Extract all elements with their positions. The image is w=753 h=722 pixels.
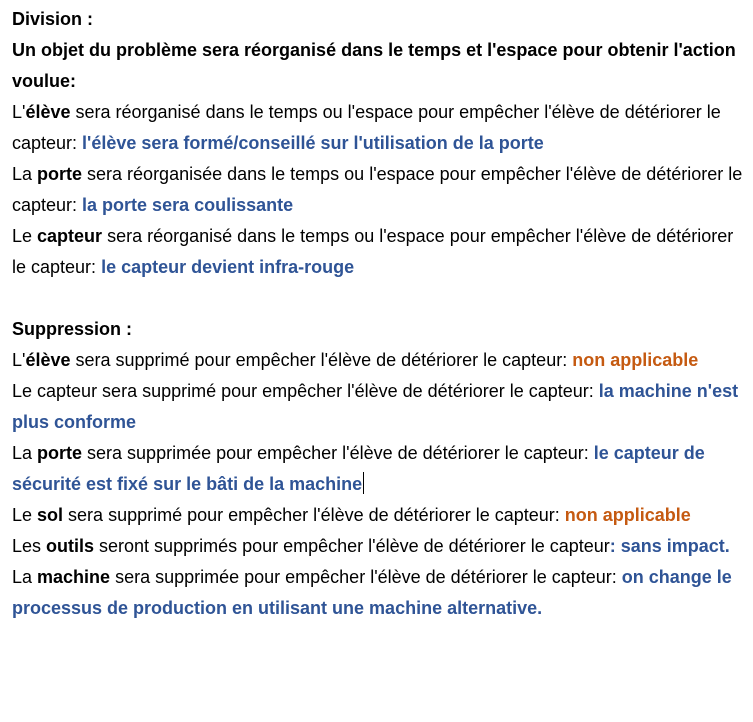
line-text: seront supprimés pour empêcher l'élève de détériorer le capteur	[94, 536, 610, 556]
line-text: sera supprimée pour empêcher l'élève de détériorer le capteur:	[110, 567, 622, 587]
suppression-line-capteur	[12, 376, 748, 438]
suppression-heading: Suppression :	[12, 319, 133, 339]
object-name: outils	[46, 536, 95, 556]
line-text: sera supprimée pour empêcher l'élève de détériorer le capteur:	[82, 443, 594, 463]
answer-text: l'élève sera formé/conseillé sur l'utilisation de la porte	[82, 133, 544, 153]
line-text: sera supprimé pour empêcher l'élève de détériorer le capteur:	[63, 505, 565, 525]
line-text: sera réorganisé dans le temps ou l'espace pour empêcher l'élève de détériorer le capteur:	[12, 226, 734, 277]
object-name: porte	[37, 164, 83, 184]
line-prefix: Les	[12, 536, 47, 556]
line-prefix: La	[12, 443, 38, 463]
division-intro: Un objet du problème sera réorganisé dans le temps et l'espace pour obtenir l'action voulue:	[12, 40, 736, 91]
suppression-line-machine	[12, 562, 748, 624]
object-name: élève	[25, 102, 71, 122]
text-cursor	[363, 472, 364, 494]
line-text: sera réorganisée dans le temps ou l'espace pour empêcher l'élève de détériorer le capteur:	[12, 164, 743, 215]
answer-text: non applicable	[572, 350, 699, 370]
blank-line	[12, 283, 748, 314]
suppression-line-porte	[12, 438, 748, 500]
answer-text: : sans impact.	[609, 536, 730, 556]
line-prefix: La	[12, 164, 38, 184]
answer-text: le capteur de sécurité est fixé sur le bâti de la machine	[12, 443, 705, 494]
object-name: élève	[25, 350, 71, 370]
line-prefix: Le	[12, 226, 38, 246]
object-name: porte	[37, 443, 83, 463]
line-prefix: L'	[12, 102, 26, 122]
object-name: sol	[37, 505, 64, 525]
suppression-line-outils	[12, 531, 748, 562]
line-prefix: Le	[12, 505, 38, 525]
answer-text: le capteur devient infra-rouge	[101, 257, 355, 277]
division-heading: Division :	[12, 9, 94, 29]
line-prefix: L'	[12, 350, 26, 370]
object-name: machine	[37, 567, 111, 587]
answer-text: la machine n'est plus conforme	[12, 381, 739, 432]
division-line-eleve	[12, 97, 748, 159]
line-text: sera réorganisé dans le temps ou l'espace pour empêcher l'élève de détériorer le capteur:	[12, 102, 721, 153]
division-line-porte	[12, 159, 748, 221]
answer-text: non applicable	[564, 505, 691, 525]
line-prefix: La	[12, 567, 38, 587]
document-body[interactable]	[12, 4, 748, 624]
line-text: sera supprimé pour empêcher l'élève de détériorer le capteur:	[70, 350, 573, 370]
object-name: capteur	[37, 226, 103, 246]
answer-text: la porte sera coulissante	[82, 195, 294, 215]
suppression-line-sol	[12, 500, 748, 531]
division-line-capteur	[12, 221, 748, 283]
line-text: Le capteur sera supprimé pour empêcher l'élève de détériorer le capteur:	[12, 381, 599, 401]
suppression-line-eleve	[12, 345, 748, 376]
answer-text: on change le processus de production en utilisant une machine alternative.	[12, 567, 732, 618]
